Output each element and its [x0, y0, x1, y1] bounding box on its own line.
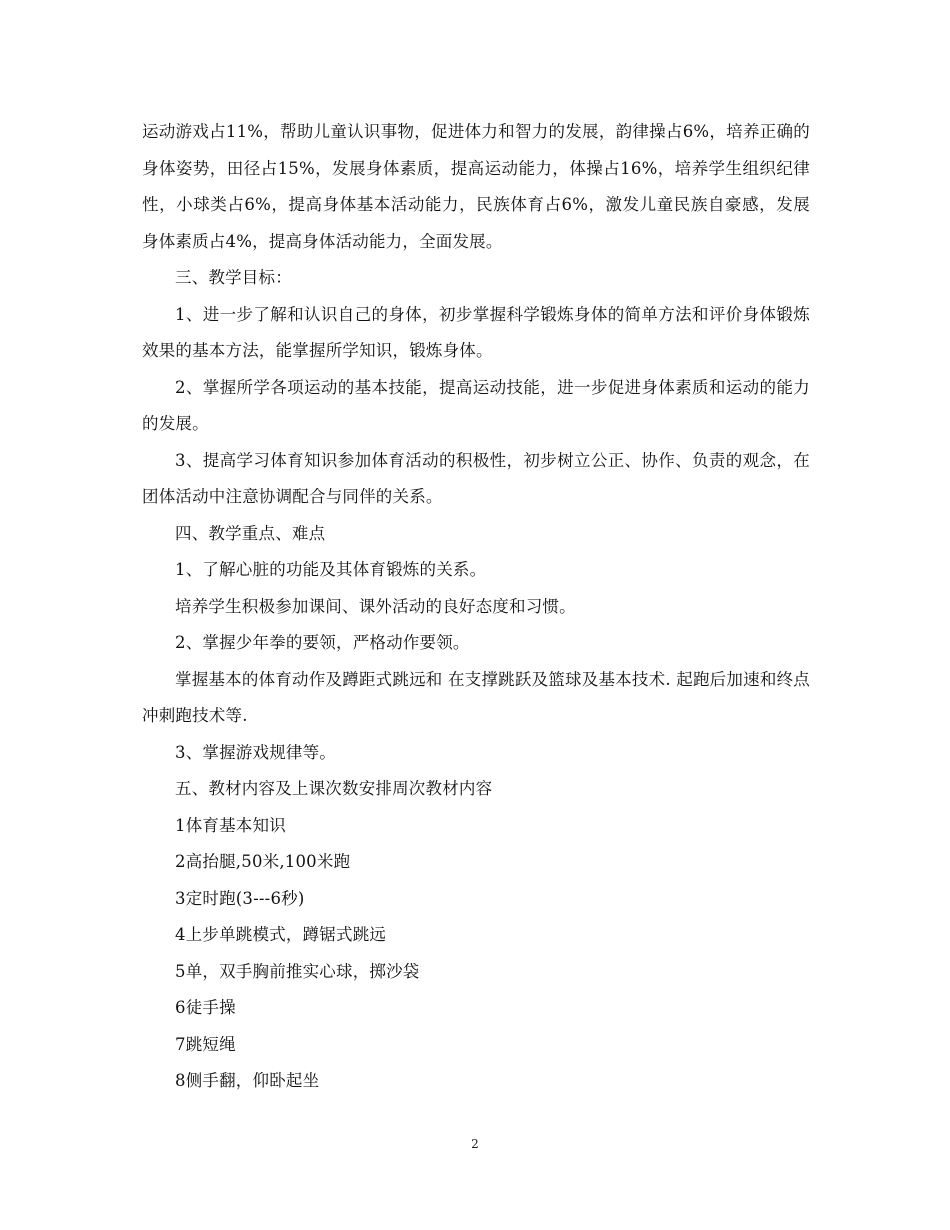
paragraph: 1、了解心脏的功能及其体育锻炼的关系。: [175, 560, 487, 579]
list-item: 4上步单跳模式，蹲锯式跳远: [175, 925, 387, 944]
paragraph: 1、进一步了解和认识自己的身体，初步掌握科学锻炼身体的简单方法和评价身体锻炼效果的基本方法，能掌握所学知识，锻炼身体。: [142, 304, 810, 360]
paragraph: 运动游戏占11%，帮助儿童认识事物，促进体力和智力的发展，韵律操占6%，培养正确的身体姿势，田径占15%，发展身体素质，提高运动能力，体操占16%，培养学生组织纪律性，小球类占6%，提高身体基本活动能力，民族体育占6%，激发儿童民族自豪感，发展身体素质占4%，提高身体活动能力，全面发展。: [142, 122, 810, 251]
paragraph: 3、提高学习体育知识参加体育活动的积极性，初步树立公正、协作、负责的观念，在团体活动中注意协调配合与同伴的关系。: [142, 450, 810, 506]
paragraph: 掌握基本的体育动作及蹲距式跳远和 在支撑跳跃及篮球及基本技术. 起跑后加速和终点冲刺跑技术等.: [142, 669, 810, 725]
section-heading: 五、教材内容及上课次数安排周次教材内容: [175, 779, 493, 798]
list-item: 7跳短绳: [175, 1034, 236, 1054]
list-item: 6徒手操: [175, 998, 236, 1017]
document-body: [142, 114, 810, 1100]
list-item: 2高抬腿,50米,100米跑: [175, 852, 351, 871]
list-item: 1体育基本知识: [175, 815, 286, 835]
page-number: 2: [471, 1137, 479, 1151]
list-item: 8侧手翻，仰卧起坐: [175, 1071, 320, 1090]
list-item: 5单，双手胸前推实心球，掷沙袋: [175, 961, 420, 981]
list-item: 3定时跑(3---6秒): [175, 888, 305, 908]
paragraph: 2、掌握少年拳的要领，严格动作要领。: [175, 633, 470, 652]
paragraph: 培养学生积极参加课间、课外活动的良好态度和习惯。: [175, 596, 576, 616]
paragraph: 2、掌握所学各项运动的基本技能，提高运动技能，进一步促进身体素质和运动的能力的发展。: [142, 377, 810, 433]
paragraph: 3、掌握游戏规律等。: [175, 742, 336, 762]
section-heading: 四、教学重点、难点: [175, 523, 326, 543]
section-heading: 三、教学目标：: [175, 268, 292, 287]
